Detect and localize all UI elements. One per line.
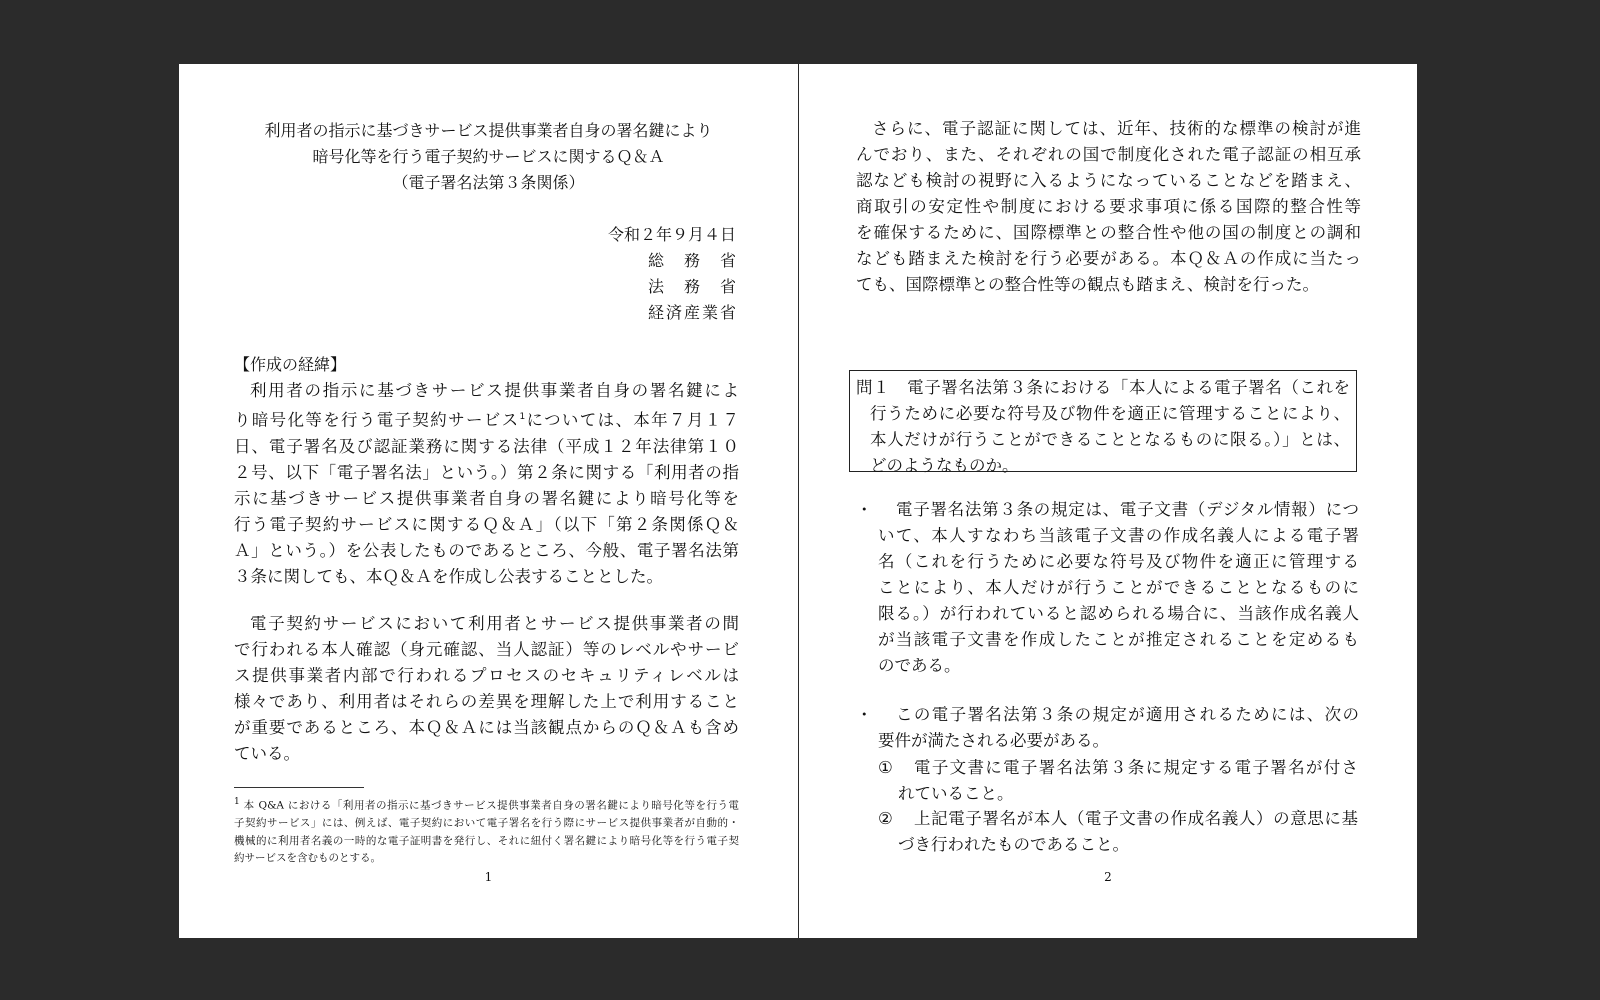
text-line: 電子署名法第３条の規定は、電子文書（デジタル情報）につ bbox=[896, 500, 1359, 519]
question-line: 行うために必要な符号及び物件を適正に管理することにより、 bbox=[870, 404, 1350, 423]
text-line: づき行われたものであること。 bbox=[898, 835, 1129, 854]
text-segment: り暗号化等を行う電子契約サービス bbox=[234, 410, 520, 430]
text-line: 上記電子署名が本人（電子文書の作成名義人）の意思に基 bbox=[914, 809, 1359, 828]
text-line: 日、電子署名及び認証業務に関する法律（平成１２年法律第１０ bbox=[234, 436, 739, 456]
title-line-2: 暗号化等を行う電子契約サービスに関するＱ＆Ａ bbox=[312, 147, 665, 166]
question-1-box bbox=[849, 370, 1357, 475]
text-line: 電子文書に電子署名法第３条に規定する電子署名が付さ bbox=[914, 758, 1358, 777]
text-line bbox=[234, 404, 739, 434]
bullet-mark: ・ bbox=[856, 500, 873, 519]
issuer-mic: 総務省 bbox=[648, 251, 736, 270]
text-line: が重要であるところ、本Ｑ＆Ａには当該観点からのＱ＆Ａも含め bbox=[234, 718, 739, 737]
footnote-number: 1 bbox=[234, 797, 240, 807]
background-paragraph-3 bbox=[856, 116, 1361, 298]
footnote-line: 約サービスを含むものとする。 bbox=[234, 852, 381, 864]
requirement-number: ② bbox=[878, 809, 893, 828]
text-segment: については、本年７月１７ bbox=[525, 410, 740, 430]
text-line: 行う電子契約サービスに関するＱ＆Ａ」（以下「第２条関係Ｑ＆ bbox=[234, 514, 739, 534]
requirement-body bbox=[898, 755, 1358, 807]
document-title bbox=[179, 118, 798, 196]
footnote bbox=[234, 794, 739, 868]
bullet-mark: ・ bbox=[856, 705, 873, 724]
document-page-1 bbox=[179, 64, 798, 938]
text-line: Ａ」という。）を公表したものであるところ、今般、電子署名法第 bbox=[234, 540, 739, 560]
text-line: ている。 bbox=[234, 744, 300, 763]
bullet-body bbox=[878, 497, 1359, 679]
question-line: どのようなものか。 bbox=[870, 456, 1019, 475]
footnote-reference: 1 bbox=[519, 412, 526, 422]
text-line: ことにより、本人だけが行うことができることとなるものに bbox=[878, 578, 1359, 597]
text-line: 名（これを行うために必要な符号及び物件を適正に管理する bbox=[878, 552, 1359, 571]
text-line: ス提供事業者内部で行われるプロセスのセキュリティレベルは bbox=[234, 666, 739, 685]
text-line: なども踏まえた検討を行う必要がある。本Ｑ＆Ａの作成に当たっ bbox=[856, 249, 1361, 268]
text-line: れていること。 bbox=[898, 784, 1014, 803]
text-line: 電子契約サービスにおいて利用者とサービス提供事業者の間 bbox=[250, 614, 739, 633]
footnote-line bbox=[234, 794, 739, 815]
issuer-moj: 法務省 bbox=[648, 277, 736, 296]
date-and-issuers bbox=[608, 222, 736, 326]
title-line-3: （電子署名法第３条関係） bbox=[392, 173, 585, 192]
background-paragraph-2 bbox=[234, 611, 739, 767]
text-line: ても、国際標準との整合性等の観点も踏まえ、検討を行った。 bbox=[856, 275, 1319, 294]
text-line: のである。 bbox=[878, 656, 961, 675]
issuer-meti: 経済産業省 bbox=[648, 303, 736, 322]
text-line: 様々であり、利用者はそれらの差異を理解した上で利用すること bbox=[234, 692, 739, 711]
text-line: ２号、以下「電子署名法」という。）第２条に関する「利用者の指 bbox=[234, 462, 739, 482]
section-heading: 【作成の経緯】 bbox=[234, 355, 347, 374]
text-line: この電子署名法第３条の規定が適用されるためには、次の bbox=[896, 705, 1359, 724]
page-number: 2 bbox=[1104, 870, 1112, 884]
question-line: 本人だけが行うことができることとなるものに限る。）」とは、 bbox=[870, 430, 1350, 449]
text-line: さらに、電子認証に関しては、近年、技術的な標準の検討が進 bbox=[872, 119, 1361, 138]
question-line: 問１ 電子署名法第３条における「本人による電子署名（これを bbox=[856, 378, 1350, 397]
text-line: を確保するために、国際標準との整合性や他の国の制度との調和 bbox=[856, 223, 1361, 242]
text-line: いて、本人すなわち当該電子文書の作成名義人による電子署 bbox=[878, 526, 1359, 545]
requirement-body bbox=[898, 806, 1358, 858]
text-line: 要件が満たされる必要がある。 bbox=[878, 731, 1109, 750]
issue-date: 令和２年９月４日 bbox=[607, 225, 736, 244]
footnote-line: 子契約サービス」には、例えば、電子契約において電子署名を行う際にサービス提供事業者が自動的・ bbox=[234, 817, 739, 829]
text-line: で行われる本人確認（身元確認、当人認証）等のレベルやサービ bbox=[234, 640, 739, 659]
text-line: 示に基づきサービス提供事業者自身の署名鍵により暗号化等を bbox=[234, 488, 739, 508]
text-segment: 本 Q&A における「利用者の指示に基づきサービス提供事業者自身の署名鍵により暗号化等を行う電 bbox=[243, 799, 739, 812]
title-line-1: 利用者の指示に基づきサービス提供事業者自身の署名鍵により bbox=[264, 121, 713, 140]
text-line: 限る。）が行われていると認められる場合に、当該作成名義人 bbox=[878, 604, 1359, 623]
text-line: が当該電子文書を作成したことが推定されることを定めるも bbox=[878, 630, 1359, 649]
text-line: 商取引の安定性や制度における要求事項に係る国際的整合性等 bbox=[856, 197, 1361, 216]
footnote-line: 機械的に利用者名義の一時的な電子証明書を発行し、それに紐付く署名鍵により暗号化等を行う電子契 bbox=[234, 834, 739, 847]
page-number: 1 bbox=[484, 870, 493, 884]
background-paragraph-1 bbox=[234, 378, 739, 590]
text-line: 認なども検討の視野に入るようになっていることなどを踏まえ、 bbox=[856, 171, 1361, 190]
text-line: んでおり、また、それぞれの国で制度化された電子認証の相互承 bbox=[856, 145, 1362, 164]
footnote-divider bbox=[234, 787, 364, 788]
requirement-number: ① bbox=[878, 758, 893, 777]
bullet-body bbox=[878, 702, 1359, 754]
text-line: ３条に関しても、本Ｑ＆Ａを作成し公表することとした。 bbox=[234, 566, 663, 586]
document-page-2 bbox=[799, 64, 1417, 938]
text-line: 利用者の指示に基づきサービス提供事業者自身の署名鍵によ bbox=[250, 381, 739, 400]
